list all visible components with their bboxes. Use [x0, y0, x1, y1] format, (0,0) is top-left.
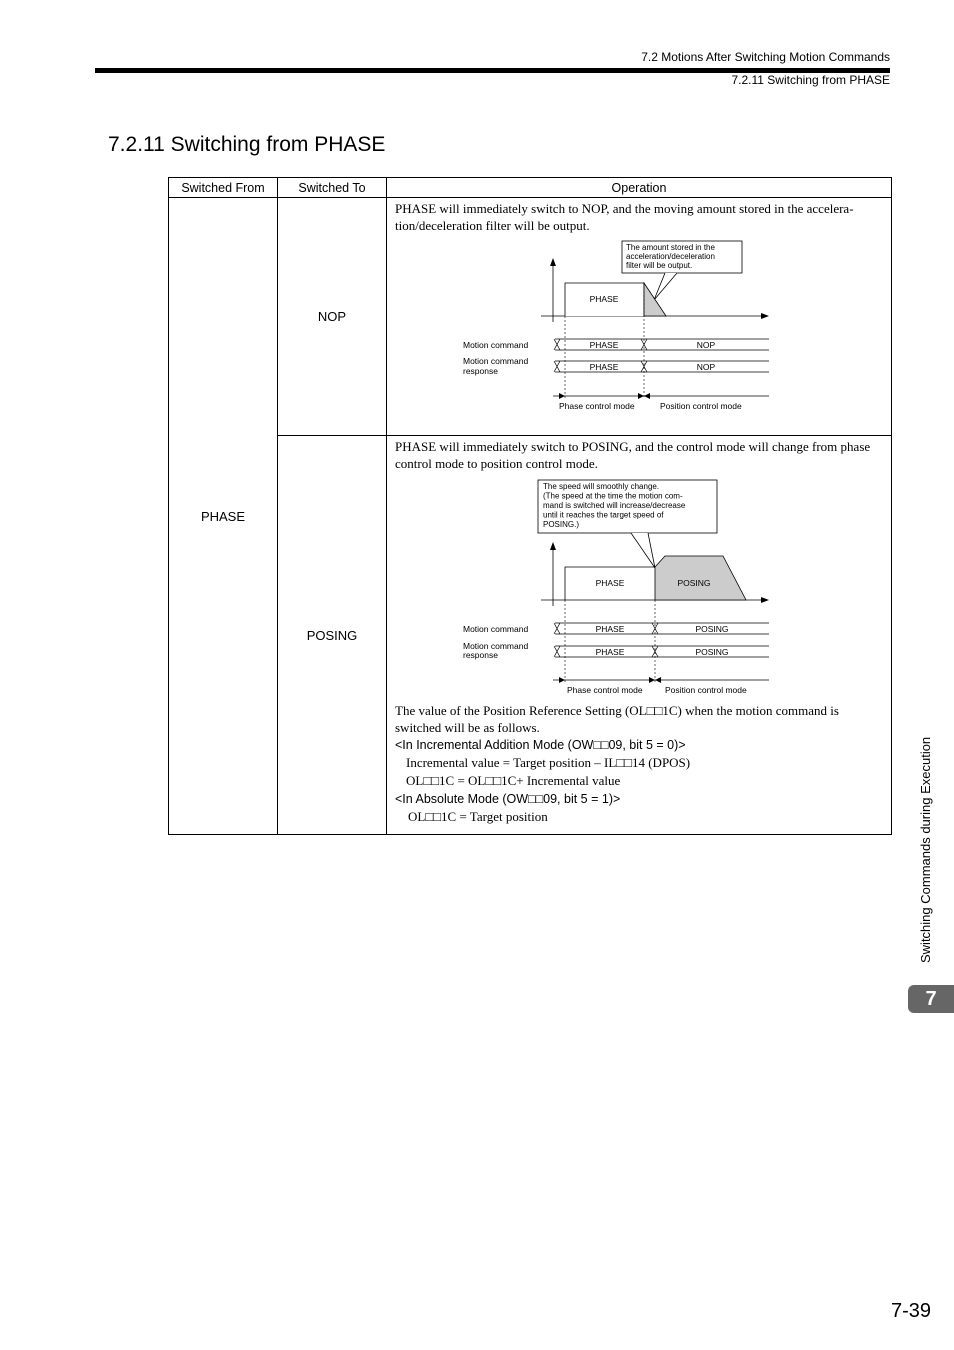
- table-row: [169, 198, 892, 436]
- row-label-response: response: [463, 650, 498, 660]
- incremental-equation: OL□□1C = OL□□1C+ Incremental value: [406, 773, 621, 788]
- header-subsection: 7.2.11 Switching from PHASE: [731, 73, 890, 87]
- page-title: 7.2.11 Switching from PHASE: [108, 133, 386, 156]
- absolute-mode-heading: <In Absolute Mode (OW□□09, bit 5 = 1)>: [395, 792, 621, 806]
- table-header-row: [169, 178, 892, 198]
- bus-transition: [554, 361, 560, 372]
- page-number: 7-39: [890, 1300, 931, 1322]
- callout-text: mand is switched will increase/decrease: [543, 501, 686, 510]
- mode-label-left: Phase control mode: [559, 401, 635, 411]
- mode-label-left: Phase control mode: [567, 685, 643, 695]
- bus-value-before: PHASE: [595, 647, 625, 657]
- row-label-response: response: [463, 366, 498, 376]
- bus-transition: [652, 646, 658, 657]
- row-label-response: Motion command: [463, 356, 529, 366]
- callout-text: The speed will smoothly change.: [543, 482, 660, 491]
- header-switched-to: Switched To: [278, 178, 387, 198]
- callout-text: The amount stored in the: [626, 243, 715, 252]
- y-axis-arrow: [550, 542, 556, 550]
- bus-value-before: PHASE: [589, 340, 619, 350]
- bus-value-after: NOP: [696, 340, 716, 350]
- operation-description: PHASE will immediately switch to NOP, and the moving amount stored in the accelera-tion/deceleration filter will be output.: [395, 201, 854, 233]
- callout-pointer: [631, 533, 655, 568]
- position-reference-note: The value of the Position Reference Setting (OL□□1C) when the motion command is switched will be as follows.: [395, 703, 839, 735]
- mode-arrow: [559, 677, 565, 683]
- switched-from-cell: PHASE: [169, 198, 278, 835]
- switching-table: [168, 177, 892, 835]
- mode-label-right: Position control mode: [660, 401, 742, 411]
- operation-cell: [387, 436, 892, 835]
- incremental-equation: Incremental value = Target position – IL□□14 (DPOS): [406, 755, 691, 770]
- mode-arrow: [655, 677, 661, 683]
- bus-transition: [641, 361, 647, 372]
- bus-value-after: NOP: [696, 362, 716, 372]
- header-section: 7.2 Motions After Switching Motion Commands: [641, 50, 890, 64]
- operation-description: PHASE will immediately switch to POSING, and the control mode will change from phase control mode to position control mode.: [395, 439, 871, 471]
- y-axis-arrow: [550, 258, 556, 266]
- mode-arrow: [649, 677, 655, 683]
- mode-arrow: [644, 393, 650, 399]
- bus-transition: [554, 623, 560, 634]
- x-axis-arrow: [761, 313, 769, 319]
- row-label-motion-command: Motion command: [463, 624, 529, 634]
- callout-text: acceleration/deceleration: [626, 252, 715, 261]
- x-axis-arrow: [761, 597, 769, 603]
- bus-transition: [554, 646, 560, 657]
- absolute-equation: OL□□1C = Target position: [408, 809, 548, 824]
- row-label-motion-command: Motion command: [463, 340, 529, 350]
- posing-timing-diagram: [395, 472, 884, 702]
- bus-value-after: POSING: [695, 647, 729, 657]
- bus-value-after: POSING: [695, 624, 729, 634]
- callout-text: until it reaches the target speed of: [543, 510, 664, 520]
- nop-timing-diagram: [395, 234, 884, 424]
- callout-pointer: [654, 273, 677, 300]
- posing-block-label: POSING: [677, 578, 711, 588]
- incremental-mode-heading: <In Incremental Addition Mode (OW□□09, bit 5 = 0)>: [395, 738, 686, 752]
- table-row: [169, 436, 892, 835]
- mode-label-right: Position control mode: [665, 685, 747, 695]
- header-operation: Operation: [387, 178, 892, 198]
- phase-block-label: PHASE: [595, 578, 625, 588]
- row-label-response: Motion command: [463, 641, 529, 651]
- switched-to-cell: POSING: [278, 436, 387, 835]
- chapter-side-label: Switching Commands during Execution: [918, 736, 933, 963]
- chapter-tab: 7: [908, 985, 954, 1013]
- callout-text: filter will be output.: [626, 261, 693, 270]
- header-switched-from: Switched From: [169, 178, 278, 198]
- operation-cell: [387, 198, 892, 436]
- switched-to-cell: NOP: [278, 198, 387, 436]
- bus-value-before: PHASE: [589, 362, 619, 372]
- callout-text: (The speed at the time the motion com-: [543, 491, 683, 501]
- bus-transition: [554, 339, 560, 350]
- phase-block-label: PHASE: [589, 294, 619, 304]
- bus-value-before: PHASE: [595, 624, 625, 634]
- callout-text: POSING.): [543, 520, 580, 529]
- mode-arrow: [559, 393, 565, 399]
- mode-arrow: [638, 393, 644, 399]
